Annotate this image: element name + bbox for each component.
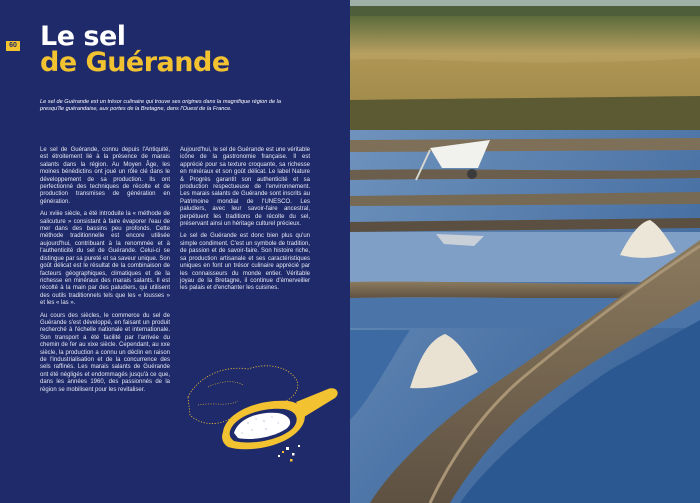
title-line-1: Le sel	[40, 21, 126, 52]
paragraph: Au xviiie siècle, a été introduite la « méthode de salicuture » consistant à faire évaporer l'eau de mer dans des bassins peu profonds. Cette méthode traditionnelle est encore utilisée aujourd'hui, contribuant à la renommée et à l'authenticité du sel de Guérande. Celui-ci se distingue par sa pureté et sa saveur unique. Son goût délicat est le résultat de la combinaison de facteurs géographiques, climatiques et de la richesse en minéraux des marais salants. Il est récolté à la main par des paludiers, qui utilisent des outils traditionnels tels que les « lousses » et les « las ».	[40, 211, 170, 307]
salt-scoop-map-icon	[178, 357, 343, 467]
paragraph: Le sel de Guérande, connu depuis l'Antiquité, est étroitement lié à la présence de marais salants dans la région. Au Moyen Âge, les moines bénédictins ont joué un rôle clé dans le développement de sa production. Ils ont perfectionné des techniques de récolte et de production transmises de génération en génération.	[40, 147, 170, 205]
paragraph: Aujourd'hui, le sel de Guérande est une véritable icône de la gastronomie française. Il est apprécié pour sa texture croquante, sa richesse en minéraux et son goût délicat. Le label Nature & Progrès garantit son authenticité et sa production respectueuse de l'environnement. Les marais salants de Guérande sont inscrits au Patrimoine mondial de l'UNESCO. Les paludiers, avec leur savoir-faire ancestral, perpétuent les traditions de récolte du sel, préservant ainsi un héritage culturel précieux.	[180, 147, 310, 228]
text-column-1	[40, 147, 170, 399]
page-title	[40, 21, 230, 78]
right-page	[350, 0, 700, 503]
intro-paragraph: Le sel de Guérande est un trésor culinaire qui trouve ses origines dans la magnifique région de la presqu'île guérandaise, aux portes de la Bretagne, dans l'Ouest de la France.	[40, 99, 281, 112]
salt-marsh-photo	[350, 0, 700, 503]
paragraph: Au cours des siècles, le commerce du sel de Guérande s'est développé, en faisant un produit recherché à l'échelle nationale et internationale. Son transport a été facilité par l'arrivée du chemin de fer au xixe siècle. Cependant, au xxe siècle, la production a connu un déclin en raison de l'industrialisation et de la concurrence des sels raffinés. Les marais salants de Guérande ont été négligés et endommagés jusqu'à ce que, dans les années 1960, des passionnés de la région se mobilisent pour les revitaliser.	[40, 312, 170, 393]
page-number: 60	[6, 41, 20, 51]
text-column-2	[180, 147, 310, 298]
title-line-2: de Guérande	[40, 47, 230, 78]
paragraph: Le sel de Guérande est donc bien plus qu'un simple condiment. C'est un symbole de tradition, de passion et de savoir-faire. Son histoire riche, sa production artisanale et ses caractéristiques uniques en font un trésor culinaire apprécié par les connaisseurs du monde entier. Véritable joyau de la Bretagne, il continue d'émerveiller les palais et d'enchanter les cuisines.	[180, 233, 310, 292]
